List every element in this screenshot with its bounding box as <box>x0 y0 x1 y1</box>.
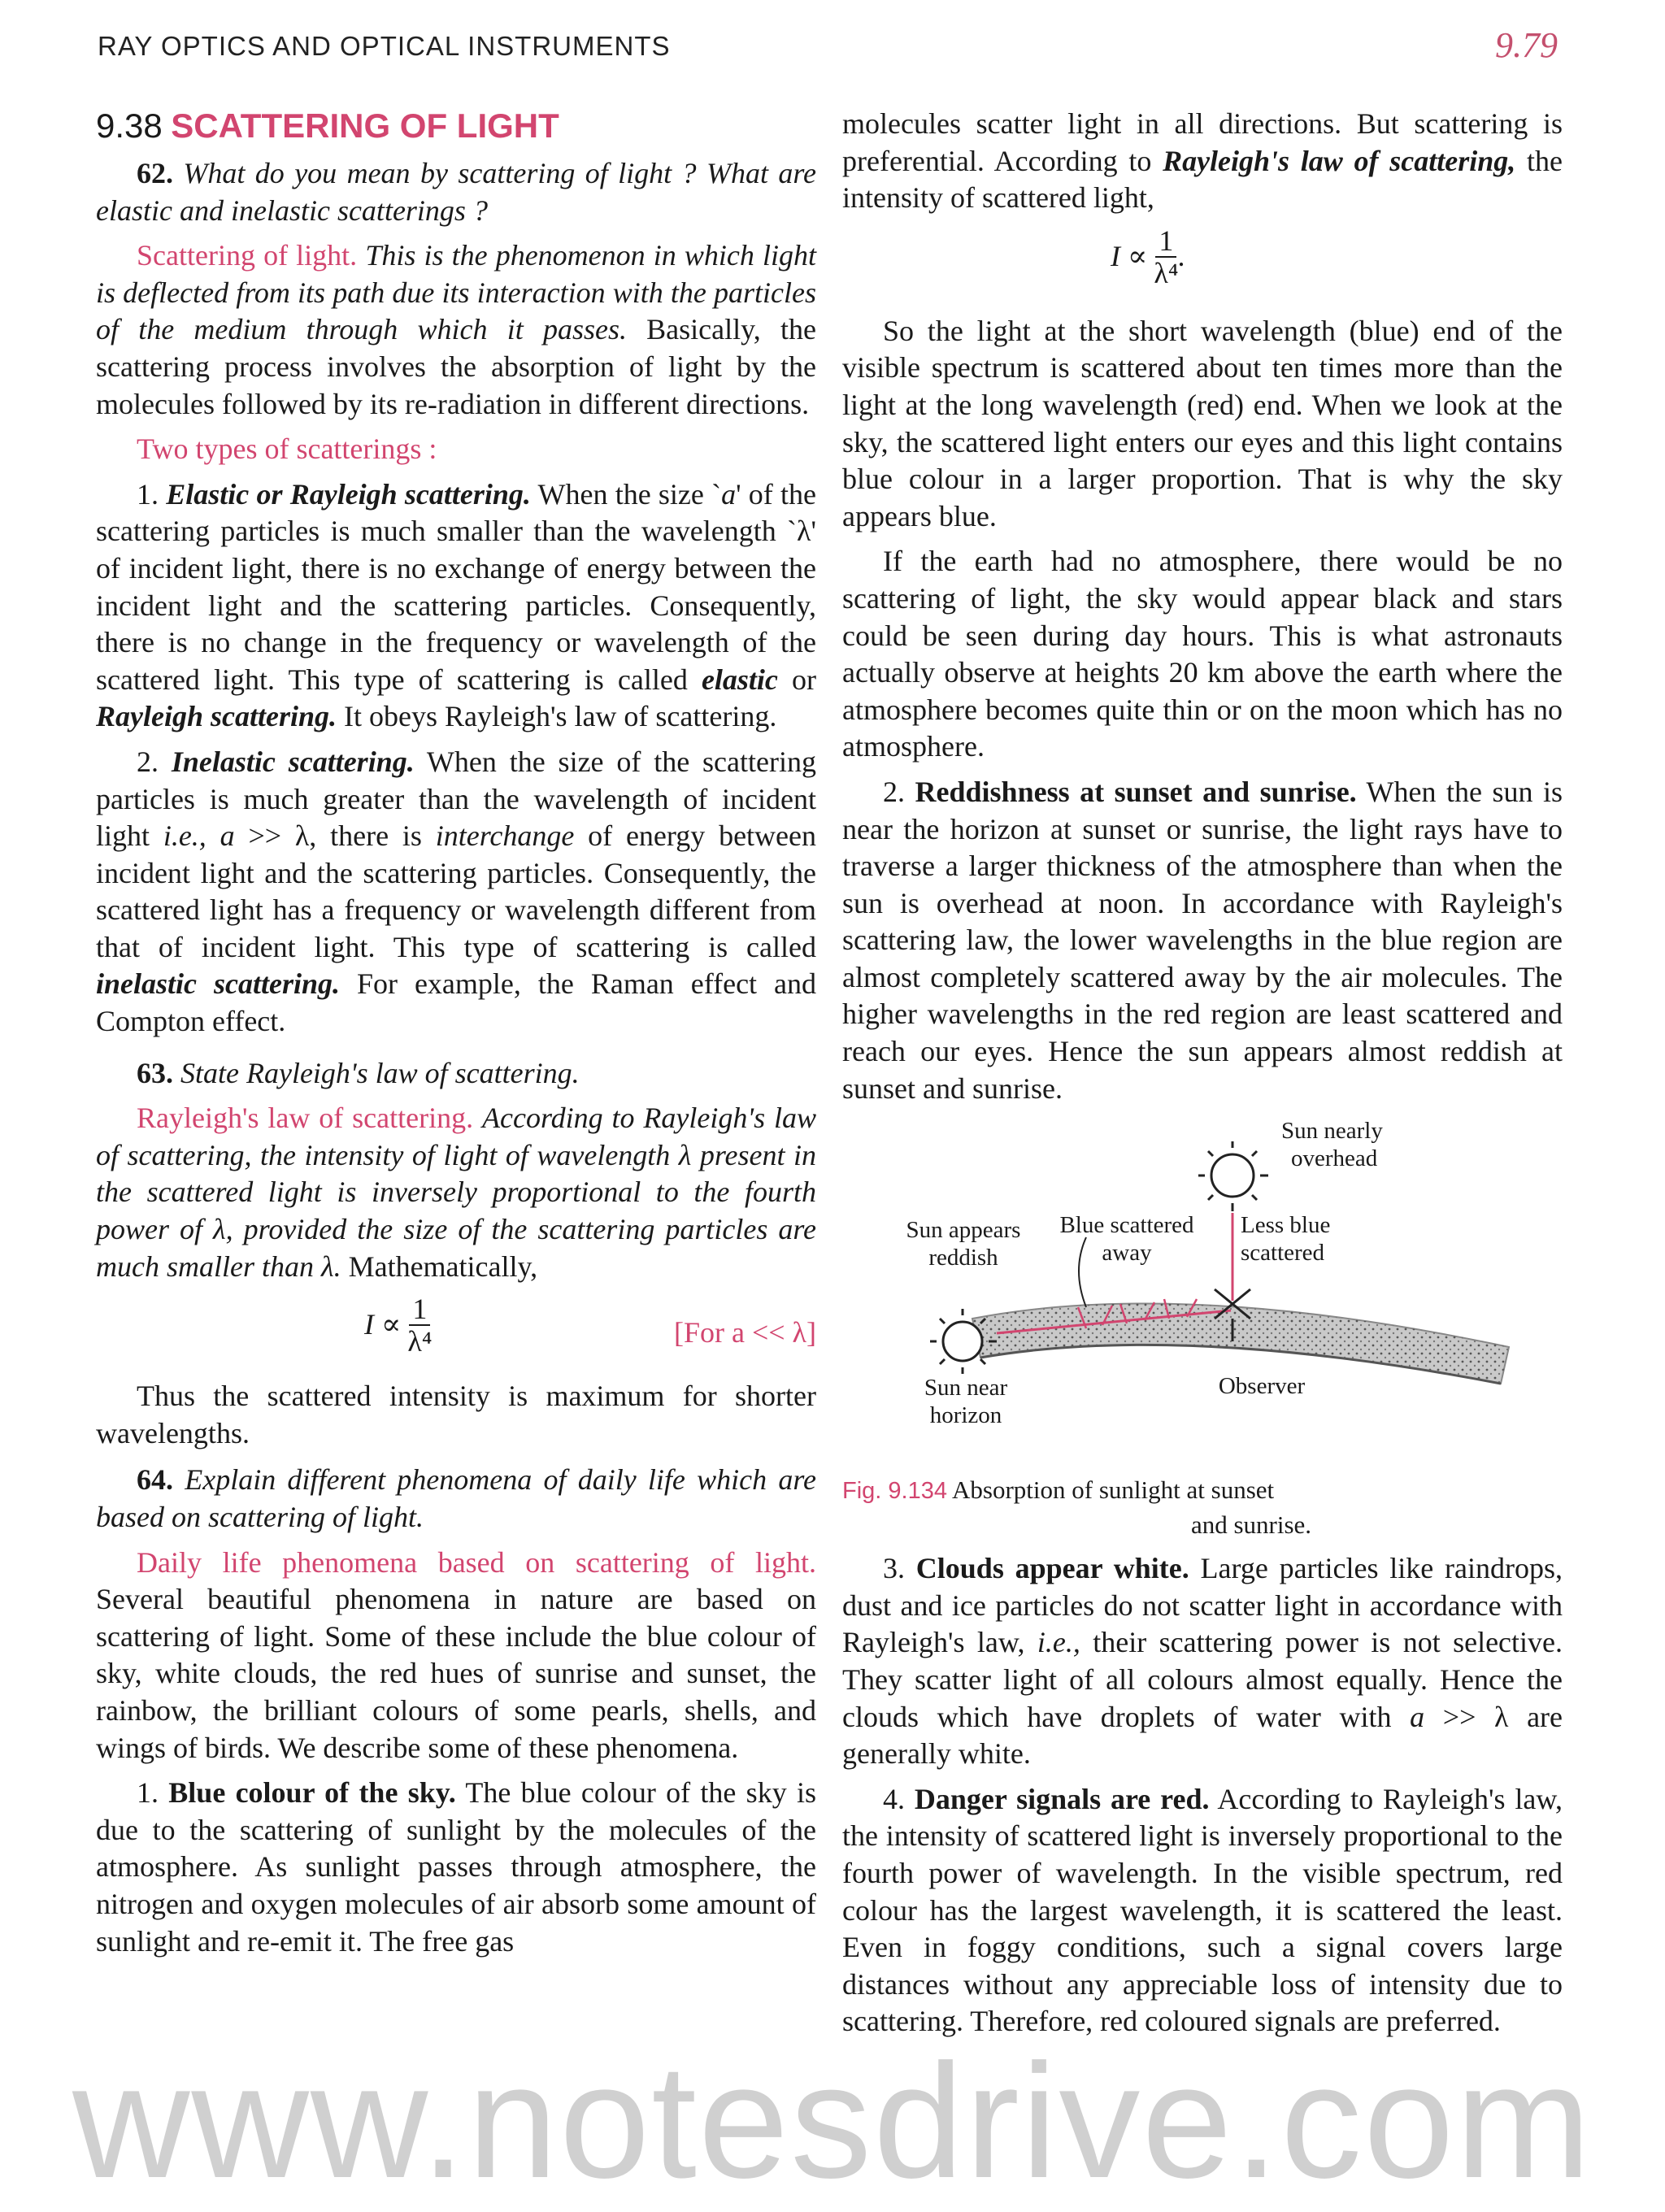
paragraph-continued <box>842 106 1563 217</box>
formula-rayleigh <box>96 1293 816 1371</box>
label-line: scattered <box>1241 1240 1325 1267</box>
question-text: Explain different phenomena of daily life which are based on scattering of light. <box>96 1463 816 1533</box>
label-sun-reddish <box>886 1216 1041 1271</box>
label-less-blue <box>1241 1211 1403 1267</box>
item-text: When the size of the scattering particles is much greater than the wavelength of incident light <box>96 745 816 853</box>
page-number: 9.79 <box>1495 25 1558 65</box>
question-number: 63. <box>137 1056 173 1089</box>
item-text: of energy between incident light and the scattering particles. Consequently, the scattered light has a frequency or wavelength different from that of incident light. This type of scattering is called <box>96 819 816 963</box>
formula-denominator: λ⁴ <box>407 1325 433 1358</box>
symbol-a: a <box>1410 1700 1425 1733</box>
figure-caption <box>842 1473 1563 1542</box>
ie-text: i.e., a <box>163 819 235 853</box>
formula-expression <box>1111 225 1185 289</box>
section-title: SCATTERING OF LIGHT <box>171 106 559 145</box>
paragraph-clouds <box>842 1550 1563 1773</box>
term-rayleigh-law: Rayleigh's law of scattering, <box>1163 144 1516 177</box>
caption-text: and sunrise. <box>1190 1510 1312 1540</box>
item-title: Elastic or Rayleigh scattering. <box>166 477 531 511</box>
formula-expression <box>364 1293 432 1357</box>
paragraph-text: the intensity of scattered light, <box>842 144 1563 215</box>
ie-text: i.e., <box>1037 1626 1080 1659</box>
figure-id: Fig. 9.134 <box>842 1478 947 1505</box>
item-number: 1. <box>137 1776 159 1810</box>
item-text: When the size ` <box>537 477 722 511</box>
item-number: 4. <box>883 1782 905 1815</box>
formula-lhs: I ∝ <box>364 1308 402 1341</box>
label-line: Blue scattered <box>1059 1212 1194 1239</box>
item-number: 1. <box>137 477 159 511</box>
label-line: Sun appears <box>906 1217 1021 1244</box>
label-blue-scattered <box>1037 1211 1216 1267</box>
law-statement: According to Rayleigh's law of scattering, the intensity of light of wavelength λ present in the scattered light is inversely proportional to the fourth power of λ, provided the size of the scattering particles are much smaller than λ. <box>96 1102 817 1283</box>
paragraph-text: Mathematically, <box>348 1249 538 1283</box>
paragraph-reddishness <box>842 774 1563 1107</box>
figure-sunset-diagram <box>842 1115 1563 1473</box>
paragraph-text: Basically, the scattering process involves the absorption of light by the molecules followed by its re-radiation in different directions. <box>96 313 816 420</box>
label-line: Sun near <box>924 1375 1008 1402</box>
paragraph-scattering-definition <box>96 237 816 423</box>
paragraph-no-atmosphere <box>842 543 1563 766</box>
paragraph-daily-life <box>96 1545 816 1767</box>
question-63 <box>96 1055 816 1093</box>
question-64 <box>96 1462 816 1536</box>
item-text: their scattering power is not selective. They scatter light of all colours almost equally. Hence the clouds which have droplets of water with <box>842 1626 1563 1733</box>
item-text: According to Rayleigh's law, the intensity of scattered light is inversely proportional to the fourth power of wavelength. In the visible spectrum, red colour has the largest wavelength, it is scattered the least. Even in foggy conditions, such a signal covers large distances without any appreciable loss of intensity due to scattering. Therefore, red coloured signals are preferred. <box>842 1782 1563 2038</box>
formula-fraction <box>407 1293 432 1357</box>
item-text: >> λ are generally white. <box>842 1700 1563 1771</box>
left-column <box>96 106 816 1968</box>
formula-lhs: I ∝ <box>1111 239 1148 272</box>
paragraph-text: molecules scatter light in all directions. But scattering is preferential. According to <box>842 107 1563 177</box>
item-title: Blue colour of the sky. <box>168 1776 456 1810</box>
question-number: 64. <box>137 1463 173 1497</box>
term-elastic: elastic <box>701 663 778 696</box>
answer-label: Rayleigh's law of scattering. <box>137 1102 474 1135</box>
running-head: RAY OPTICS AND OPTICAL INSTRUMENTS <box>98 31 671 61</box>
paragraph-elastic <box>96 476 816 736</box>
formula-numerator: 1 <box>409 1293 430 1326</box>
label-sun-overhead <box>1281 1117 1444 1172</box>
item-text: The blue colour of the sky is due to the scattering of sunlight by the molecules of the atmosphere. As sunlight passes through atmosphere, the nitrogen and oxygen molecules of air absorb some amount of sunlight and re-emit it. The free gas <box>96 1776 816 1958</box>
item-text: When the sun is near the horizon at sunset or sunrise, the light rays have to traverse a larger thickness of the atmosphere than when the sun is overhead at noon. In accordance with Rayleigh's scattering law, the lower wavelengths in the blue region are almost completely scattered away by the air molecules. The higher wavelengths in the red region are least scattered and reach our eyes. Hence the sun appears almost reddish at sunset and sunrise. <box>842 775 1563 1105</box>
paragraph-text: Several beautiful phenomena in nature are based on scattering of light. Some of these include the blue colour of sky, white clouds, the red hues of sunrise and sunset, the rainbow, the brilliant colours of some pearls, shells, and wings of birds. We describe some of these phenomena. <box>96 1583 816 1764</box>
label-line: away <box>1102 1240 1152 1267</box>
term-rayleigh: Rayleigh scattering. <box>96 700 337 733</box>
item-text: or <box>792 663 817 696</box>
formula-intensity <box>842 225 1563 306</box>
sun-overhead-icon <box>1198 1141 1268 1211</box>
term-interchange: interchange <box>435 819 575 853</box>
label-line: horizon <box>929 1402 1002 1429</box>
item-number: 2. <box>883 775 905 808</box>
label-line: Sun nearly <box>1281 1118 1383 1145</box>
paragraph-text: So the light at the short wavelength (blue) end of the visible spectrum is scattered about ten times more than the light at the long wavelength (red) end. When we look at the sky, the scattered light enters our eyes and this light contains blue colour in a larger proportion. That is why the sky appears blue. <box>842 314 1563 532</box>
answer-label: Scattering of light. <box>137 239 358 272</box>
right-column <box>842 106 1563 2049</box>
label-line: overhead <box>1291 1145 1378 1172</box>
label-line: reddish <box>928 1245 998 1271</box>
question-text: State Rayleigh's law of scattering. <box>180 1056 580 1089</box>
label-observer: Observer <box>1218 1373 1306 1400</box>
paragraph-danger-signals <box>842 1781 1563 2040</box>
subheading-two-types <box>96 431 816 468</box>
formula-condition: [For a << λ] <box>673 1316 816 1349</box>
paragraph-text: If the earth had no atmosphere, there would be no scattering of light, the sky would appear black and stars could be seen during day hours. This is what astronauts actually observe at heights 20 km above the earth where the atmosphere becomes quite thin or on the moon which has no atmosphere. <box>842 545 1563 763</box>
paragraph-blue-sky <box>96 1775 816 1960</box>
formula-numerator: 1 <box>1155 225 1176 258</box>
item-text: For example, the Raman effect and Compton effect. <box>96 967 816 1038</box>
watermark: www.notesdrive.com <box>72 2031 1593 2212</box>
item-text: ' of the scattering particles is much smaller than the wavelength `λ' of incident light, there is no exchange of energy between the incident light and the scattering particles. Consequently, there is no change in the frequency or wavelength of the scattered light. This type of scattering is called <box>96 477 816 696</box>
caption-text: Absorption of sunlight at sunset <box>952 1475 1275 1505</box>
formula-fraction <box>1154 225 1178 289</box>
item-title: Danger signals are red. <box>914 1782 1210 1815</box>
section-number: 9.38 <box>96 106 163 145</box>
formula-tail: . <box>1178 239 1186 272</box>
item-text: It obeys Rayleigh's law of scattering. <box>344 700 777 733</box>
item-text: >> λ, there is <box>248 819 422 853</box>
label-sun-horizon <box>901 1374 1031 1429</box>
paragraph-inelastic <box>96 744 816 1041</box>
paragraph-blue-end <box>842 313 1563 536</box>
question-number: 62. <box>137 157 173 189</box>
paragraph-rayleigh-law <box>96 1100 816 1285</box>
item-title: Inelastic scattering. <box>171 745 415 778</box>
question-62 <box>96 155 816 229</box>
item-title: Reddishness at sunset and sunrise. <box>915 775 1357 808</box>
item-text: Large particles like raindrops, dust and ice particles do not scatter light in accordance with Rayleigh's law, <box>842 1552 1563 1659</box>
section-heading <box>96 106 816 147</box>
term-inelastic: inelastic scattering. <box>96 967 340 1001</box>
item-number: 2. <box>137 745 159 778</box>
definition-text: This is the phenomenon in which light is deflected from its path due its interaction with the particles of the medium through which it passes. <box>96 239 817 346</box>
item-title: Clouds appear white. <box>915 1552 1189 1585</box>
label-line: Less blue <box>1241 1212 1331 1239</box>
answer-label: Daily life phenomena based on scattering of light. <box>137 1545 816 1579</box>
paragraph-max-intensity <box>96 1378 816 1452</box>
paragraph-text: Thus the scattered intensity is maximum for shorter wavelengths. <box>96 1380 816 1449</box>
symbol-a: a <box>721 477 737 511</box>
subheading-text: Two types of scatterings : <box>137 432 437 466</box>
formula-denominator: λ⁴ <box>1154 256 1179 289</box>
item-number: 3. <box>883 1552 905 1585</box>
question-text: What do you mean by scattering of light ? What are elastic and inelastic scatterings ? <box>96 157 816 227</box>
